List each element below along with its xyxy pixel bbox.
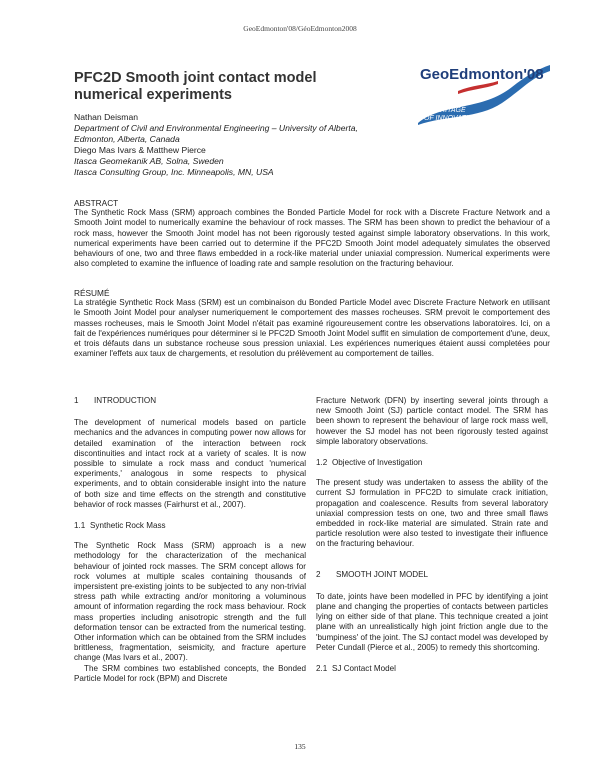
subsection-number: 2.1 xyxy=(316,664,328,674)
running-head: GeoEdmonton'08/GéoEdmonton2008 xyxy=(243,24,357,33)
author-name: Nathan Deisman xyxy=(74,112,139,122)
author-affiliation: Itasca Consulting Group, Inc. Minneapolis, MN, USA xyxy=(74,167,274,177)
paragraph: The Synthetic Rock Mass (SRM) approach is a new methodology for the characterization of the mechanical behaviour of jointed rock masses. The SRM concept allows for rock volumes at multiple scales containing thousands of impersistent pre-existing joints to be subjected to any non-trivial stress path while extracting and/or monitoring a voluminous amount of information regarding the rock mass behaviour. Rock mass properties including anisotropic strength and the full deformation tensor can be extracted from the numerical testing. Other information which can be obtained from the SRM includes brittleness, fragmentation, seismicity, and fracture aperture change (Mas Ivars et al., 2007). xyxy=(74,541,306,663)
right-column xyxy=(316,396,548,674)
subsection-heading xyxy=(316,664,548,674)
paragraph: Fracture Network (DFN) by inserting several joints through a new Smooth Joint (SJ) particle contact model. The SRM has been shown to represent the behaviour of large rock mass well, however the SJ model has not been rigorously tested against simple laboratory observations. xyxy=(316,396,548,446)
subsection-title: Objective of Investigation xyxy=(332,458,423,468)
abstract-text: The Synthetic Rock Mass (SRM) approach combines the Bonded Particle Model for rock with a Discrete Fracture Network and a Smooth Joint model to numerically examine the behaviour of rock masses. The SRM has been shown to predict the behaviour of a rock mass, however the Smooth Joint model has not been rigorously tested against simple laboratory observations. In this work, numerical experiments have been carried out to determine if the PFC2D Smooth Joint model adequately simulates the observed behaviours of one, two and three flaws embedded in a rock-like material under uniaxial compression. Numerical experiments were also completed to examine the influence of loading rate and sample resolution on the fracturing behaviour. xyxy=(74,208,550,269)
section-heading xyxy=(316,570,548,580)
paragraph: To date, joints have been modelled in PFC by identifying a joint plane and changing the properties of contacts between particles lying on either side of that plane. This technique created a joint plane with an unrealistically high joint friction angle due to the 'bumpiness' of the joint. The SJ contact model was developed by Peter Cundall (Pierce et al., 2005) to remedy this shortcoming. xyxy=(316,591,548,652)
section-number: 2 xyxy=(316,569,321,579)
resume-heading: RÉSUMÉ xyxy=(74,288,110,298)
left-column xyxy=(74,396,306,684)
resume-section xyxy=(74,288,550,359)
geoedmonton-logo xyxy=(412,63,552,125)
author-block xyxy=(74,112,374,178)
subsection-number: 1.1 xyxy=(74,521,86,531)
section-title: INTRODUCTION xyxy=(94,396,157,405)
author-affiliation: Department of Civil and Environmental Engineering – University of Alberta, xyxy=(74,123,358,133)
subsection-number: 1.2 xyxy=(316,458,328,468)
paragraph: The SRM combines two established concepts, the Bonded Particle Model for rock (BPM) and Discrete xyxy=(74,663,306,683)
logo-tagline-2: OF INNOVATION xyxy=(424,115,479,122)
section-heading xyxy=(74,396,306,406)
paragraph: The present study was undertaken to assess the ability of the current SJ formulation in PFC2D to simulate crack initiation, propagation and coalescence. Results from several laboratory uniaxial compression tests on one, two and three small flaws embedded in rock-like material are simulated. Strain rate and particle resolution were also tested to investigate their influence on the fracturing behaviour. xyxy=(316,478,548,549)
subsection-heading xyxy=(316,458,548,468)
resume-text: La stratégie Synthetic Rock Mass (SRM) est un combinaison du Bonded Particle Model avec Discrete Fracture Network en utilisant le Smooth Joint Model pour analyser numeriquement le comportement des masses rocheuses. SRM prevoit le comportement des masses rocheuses, mais le Smooth Joint Model n'était pas examiné rigoureusement contre les observations laboratoires. Ici, on a fait de l'expériences numériques pour déterminer si le PFC2D Smooth Joint Model suffit en simulation de comportement d'une, deux, et trois défauts dans un substance rocheuse sous pression uniaxial. Les expériences numeriques étaient aussi completées pour examiner l'effets aux taux de chargements, et resolution du prélèvement au comportement de tailles. xyxy=(74,298,550,359)
author-name: Diego Mas Ivars & Matthew Pierce xyxy=(74,145,206,155)
section-number: 1 xyxy=(74,396,79,405)
logo-tagline-1: A HERITAGE xyxy=(424,107,466,114)
section-title: SMOOTH JOINT MODEL xyxy=(336,569,429,579)
logo-wordmark: GeoEdmonton'08 xyxy=(420,66,544,83)
subsection-title: Synthetic Rock Mass xyxy=(90,521,166,531)
subsection-title: SJ Contact Model xyxy=(332,664,396,674)
abstract-section xyxy=(74,198,550,269)
subsection-heading xyxy=(74,521,306,531)
paper-title: PFC2D Smooth joint contact model numerical experiments xyxy=(74,70,317,103)
page-number: 135 xyxy=(294,742,306,751)
paragraph: The development of numerical models based on particle mechanics and the advances in computing power now allows for detailed examination of the interaction between rock discontinuities and intact rock at a variety of scales. It is now possible to simulate a rock mass and conduct 'numerical experiments,' analogous in some respects to physical experiments, and to obtain considerable insight into the nature of both size and time effects on the strength and constitutive behavior of rock masses (Fairhurst et al., 2007). xyxy=(74,418,306,509)
abstract-heading: ABSTRACT xyxy=(74,198,119,208)
author-affiliation: Itasca Geomekanik AB, Solna, Sweden xyxy=(74,156,224,166)
author-affiliation: Edmonton, Alberta, Canada xyxy=(74,134,180,144)
